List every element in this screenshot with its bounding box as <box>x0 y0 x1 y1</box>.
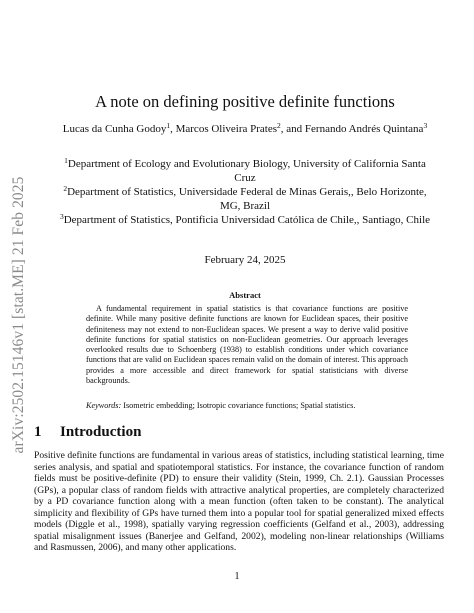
affiliation-text: Department of Statistics, Universidade Federal de Minas Gerais,, Belo Horizonte, MG, Brazil <box>67 186 427 212</box>
affiliation-marker: 2 <box>277 121 281 130</box>
affiliation-text: Department of Ecology and Evolutionary Biology, University of California Santa Cruz <box>67 158 426 184</box>
arxiv-identifier-stamp <box>8 150 30 480</box>
affiliation <box>56 213 434 227</box>
affiliation-marker: 1 <box>166 121 171 130</box>
author-list <box>60 122 430 136</box>
author-name: Lucas da Cunha Godoy <box>62 123 167 135</box>
affiliation-marker: 1 <box>64 156 68 165</box>
section-number: 1 <box>34 424 42 440</box>
affiliation-marker: 2 <box>63 184 68 193</box>
arxiv-identifier-text: arXiv:2502.15146v1 [stat.ME] 21 Feb 2025 <box>10 176 27 454</box>
affiliation-marker: 3 <box>59 212 64 221</box>
publication-date: February 24, 2025 <box>204 254 286 266</box>
section-heading <box>34 423 141 441</box>
section-title: Introduction <box>60 424 142 440</box>
keywords-line <box>86 401 408 411</box>
abstract-heading: Abstract <box>229 290 261 300</box>
affiliation <box>56 185 434 213</box>
affiliation-text: Department of Statistics, Pontificia Universidad Católica de Chile,, Santiago, Chile <box>63 214 431 226</box>
affiliation-list <box>56 157 434 227</box>
page-number: 1 <box>234 571 240 582</box>
affiliation <box>56 157 434 185</box>
keywords-text: Isometric embedding; Isotropic covariance functions; Spatial statistics. <box>123 401 356 410</box>
section-body: Positive definite functions are fundamental in various areas of statistics, including statistical learning, time series analysis, and spatial and spatiotemporal statistics. For instance, the covariance function of random fields must be positive-definite (PD) to ensure their validity (Stein, 1999, Ch. 2.1). Gaussian Processes (GPs), a popular class of random fields with attractive analytical properties, are completely characterized by a PD covariance function along with a mean function (often taken to be constant). The analytical simplicity and flexibility of GPs have turned them into a popular tool for spatial generalized mixed effects models (Diggle et al., 1998), spatially varying regression coefficients (Gelfand et al., 2003), addressing spatial misalignment issues (Banerjee and Gelfand, 2002), modeling non-linear relationships (Williams and Rasmussen, 2006), and many other applications. <box>34 450 444 554</box>
abstract-body: A fundamental requirement in spatial statistics is that covariance functions are positive definite. While many positive definite functions are known for Euclidean spaces, their positive definiteness may not extend to non-Euclidean spaces. We present a way to derive valid positive definite functions for spatial statistics on non-Euclidean geometries. Our approach leverages overlooked results due to Schoenberg (1938) to establish conditions under which covariance functions that are valid on Euclidean spaces remain valid on the domain of interest. This approach provides a more accessible and direct framework for spatial statisticians with diverse backgrounds. <box>86 304 408 386</box>
affiliation-marker: 3 <box>423 121 428 130</box>
author-name: , Marcos Oliveira Prates <box>170 123 278 135</box>
paper-title: A note on defining positive definite functions <box>95 92 395 111</box>
keywords-label: Keywords: <box>86 401 122 410</box>
author-name: , and Fernando Andrés Quintana <box>280 123 424 135</box>
